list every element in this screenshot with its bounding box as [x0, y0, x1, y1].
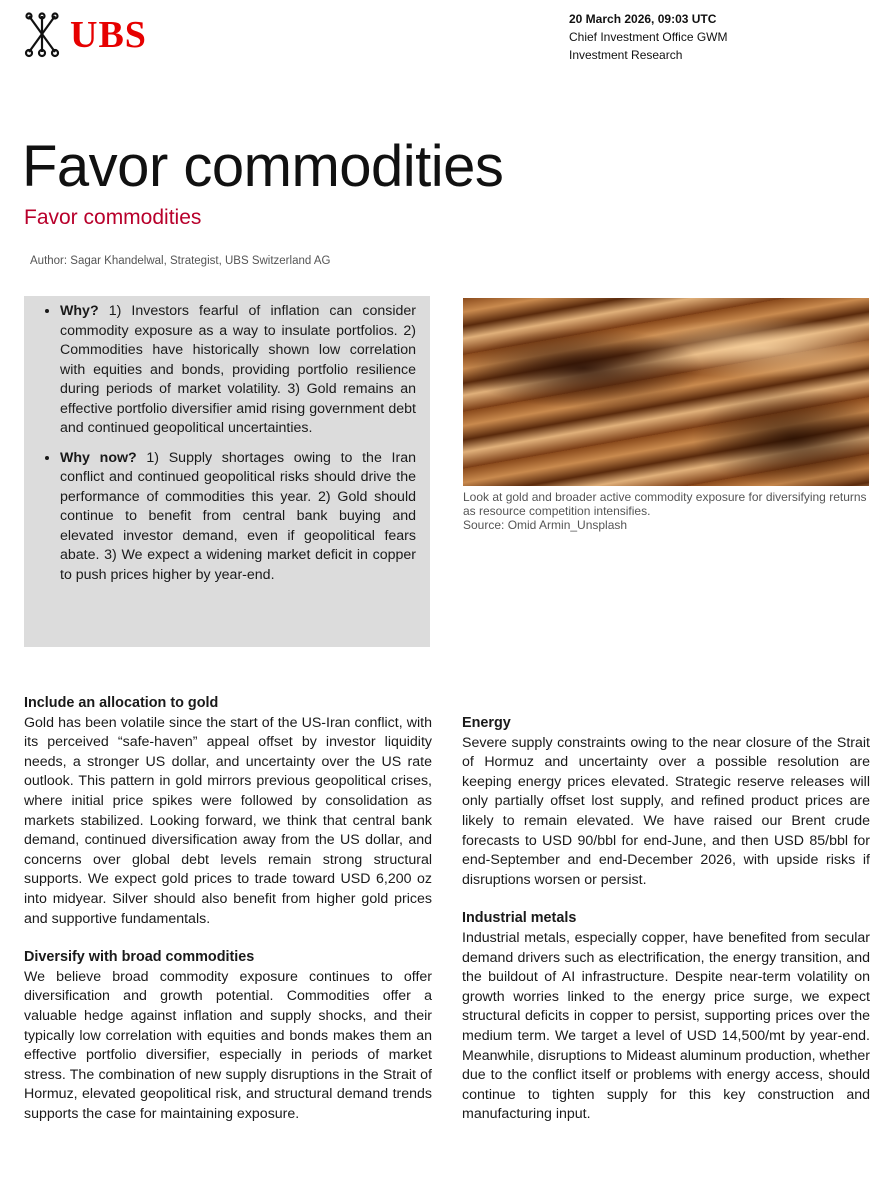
summary-item-text: 1) Investors fearful of inflation can consider commodity exposure as a way to insulate portfolios. 2) Commodities have historically shown low correlation with equities and bonds, providing portfolio resilience during periods of market volatility. 3) Gold remains an effective portfolio diversifier amid rising government debt and continued geopolitical uncertainties. [60, 303, 416, 436]
summary-list [40, 302, 416, 585]
section-heading-broad-commodities: Diversify with broad commodities [24, 949, 255, 966]
section-body-gold: Gold has been volatile since the start of the US-Iran conflict, with its perceived “safe-haven” appeal offset by investor liquidity needs, a stronger US dollar, and uncertainty over the US rate outlook. This pattern in gold mirrors previous geopolitical crises, where initial price spikes were followed by consolidation as markets stabilized. Looking forward, we think that central bank demand, continued diversification away from the US dollar, and concerns over global debt levels remain strong structural supports. We expect gold prices to trade toward USD 6,200 oz into midyear. Silver should also benefit from higher gold prices and supportive fundamentals. [24, 714, 432, 927]
image-source: Source: Omid Armin_Unsplash [463, 518, 628, 532]
section-body-industrial-metals: Industrial metals, especially copper, have benefited from secular demand drivers such as electrification, the energy transition, and the buildout of AI infrastructure. Despite near-term volatility on growth worries linked to the energy price surge, we expect structural deficits in copper to persist, supporting prices over the medium term. We target a level of USD 14,500/mt by year-end. Meanwhile, disruptions to Mideast aluminum production, whether due to the conflict itself or problems with energy access, should continue to tighten supply for this key construction and manufacturing input. [462, 929, 870, 1123]
section-heading-gold: Include an allocation to gold [24, 695, 219, 711]
summary-item-text: 1) Supply shortages owing to the Iran conflict and continued geopolitical risks should drive the performance of commodities this year. 2) Gold should continue to benefit from central bank buying and elevated investor demand, even if geopolitical fears abate. 3) We expect a widening market deficit in copper to push prices higher by year-end. [60, 449, 416, 583]
summary-callout [24, 296, 430, 647]
right-column [462, 714, 870, 1144]
section-body-broad-commodities: We believe broad commodity exposure continues to offer diversification and growth potential. Commodities offer a valuable hedge against inflation and supply shocks, and their typically low correlation with equities and bonds makes them an effective portfolio diversifier, especially in periods of market stress. The combination of new supply disruptions in the Strait of Hormuz, elevated geopolitical risk, and structural demand trends supports the case for maintaining exposure. [24, 968, 432, 1122]
image-caption [463, 490, 873, 532]
summary-item-lead: Why now? [60, 449, 137, 466]
ubs-logo-text: UBS [70, 14, 147, 56]
report-meta [569, 10, 728, 64]
gold-texture-image [463, 298, 869, 486]
report-date: 20 March 2026, 09:03 UTC [569, 12, 717, 26]
summary-item-why [60, 302, 416, 439]
image-caption-text: Look at gold and broader active commodity exposure for diversifying returns as resource competition intensifies. [463, 490, 867, 518]
section-heading-energy: Energy [462, 715, 511, 731]
page-subtitle: Favor commodities [24, 206, 202, 229]
ubs-logo [22, 12, 147, 58]
ubs-keys-icon [22, 12, 62, 58]
page-title: Favor commodities [22, 134, 504, 199]
report-office: Chief Investment Office GWM [569, 30, 728, 44]
summary-item-why-now [60, 449, 416, 586]
report-department: Investment Research [569, 48, 683, 62]
left-column [24, 694, 432, 1143]
section-heading-industrial-metals: Industrial metals [462, 910, 577, 927]
section-body-energy: Severe supply constraints owing to the near closure of the Strait of Hormuz and uncertainty over a possible resolution are keeping energy prices elevated. Strategic reserve releases will only partially offset lost supply, and refined product prices are likely to remain elevated. We have raised our Brent crude forecasts to USD 90/bbl for end-June, and then USD 85/bbl for end-September and end-December 2026, with upside risks if disruptions worsen or persist. [462, 734, 870, 888]
author-line: Author: Sagar Khandelwal, Strategist, UBS Switzerland AG [30, 255, 331, 267]
summary-item-lead: Why? [60, 303, 99, 319]
